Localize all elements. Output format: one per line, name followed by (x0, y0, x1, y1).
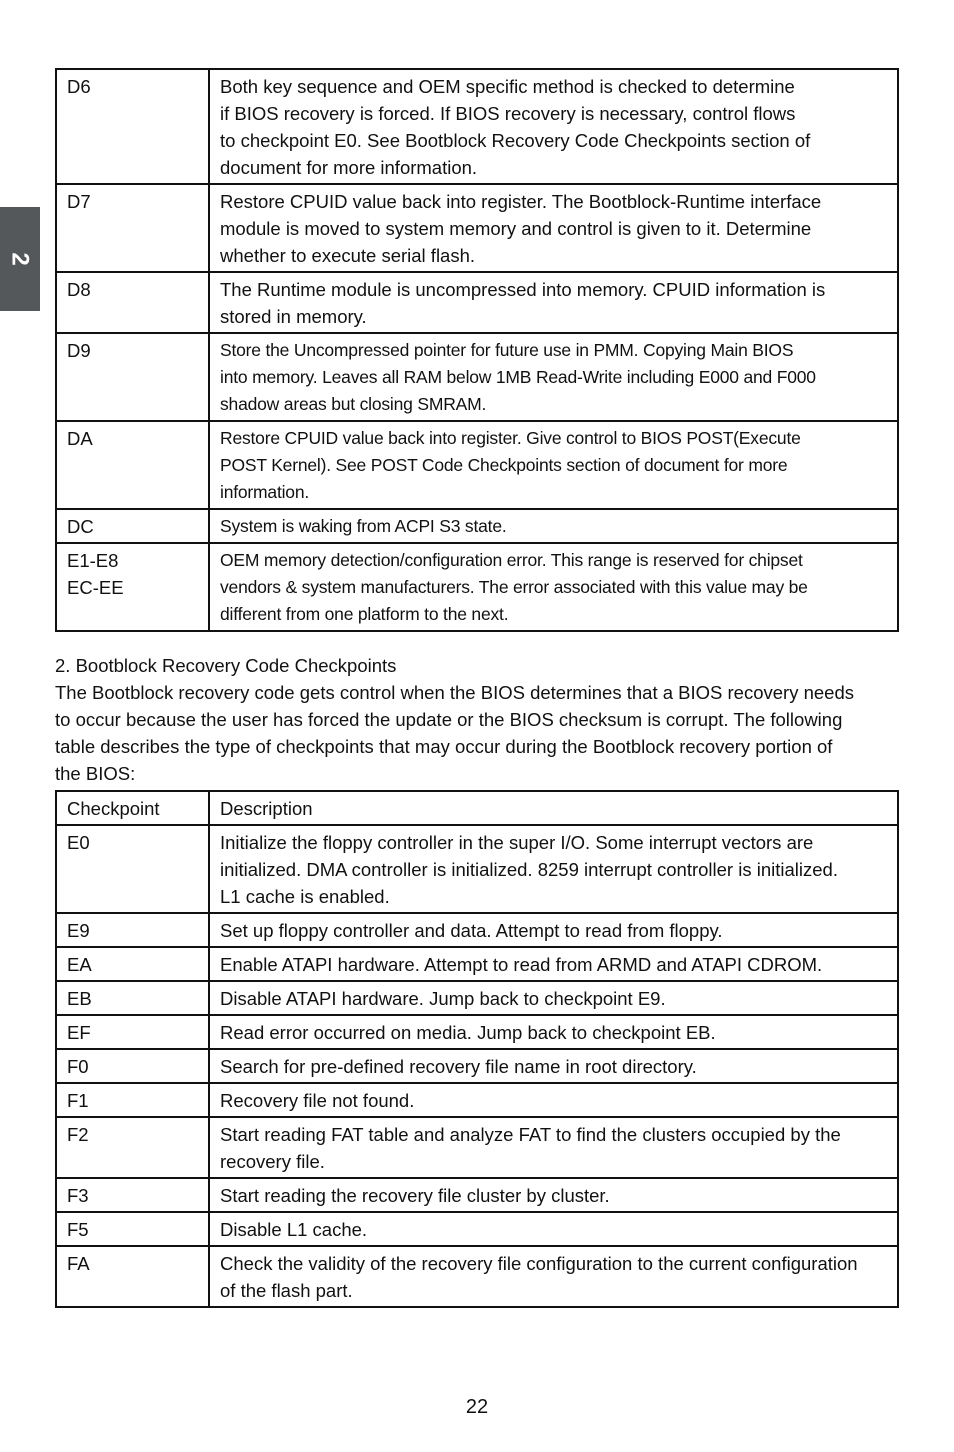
checkpoint-code: DC (56, 509, 209, 543)
checkpoint-code: E9 (56, 913, 209, 947)
checkpoint-code: F2 (56, 1117, 209, 1178)
table-row (56, 1178, 898, 1212)
checkpoint-code: D7 (56, 184, 209, 272)
checkpoint-table-1 (55, 68, 899, 632)
checkpoint-description: Set up floppy controller and data. Attempt to read from floppy. (209, 913, 898, 947)
column-header-description: Description (209, 791, 898, 825)
checkpoint-description: Read error occurred on media. Jump back to checkpoint EB. (209, 1015, 898, 1049)
table-row (56, 1246, 898, 1307)
table-row (56, 1049, 898, 1083)
table-row (56, 1212, 898, 1246)
checkpoint-code: F1 (56, 1083, 209, 1117)
checkpoint-description: Start reading the recovery file cluster by cluster. (209, 1178, 898, 1212)
checkpoint-code: E1-E8 EC-EE (56, 543, 209, 631)
section-paragraph: The Bootblock recovery code gets control when the BIOS determines that a BIOS recovery needs to occur because the user has forced the update or the BIOS checksum is corrupt. The following table describes the type of checkpoints that may occur during the Bootblock recovery portion of the BIOS: (55, 682, 854, 784)
table-row (56, 421, 898, 509)
checkpoint-description: Restore CPUID value back into register. Give control to BIOS POST(Execute POST Kernel). See POST Code Checkpoints section of document for more information. (209, 421, 898, 509)
checkpoint-code: EF (56, 1015, 209, 1049)
checkpoint-table-2 (55, 790, 899, 1308)
table-row (56, 981, 898, 1015)
checkpoint-description: Recovery file not found. (209, 1083, 898, 1117)
chapter-number: 2 (6, 252, 34, 266)
section-intro (55, 652, 905, 787)
table-row (56, 184, 898, 272)
table-row (56, 543, 898, 631)
table-row (56, 1083, 898, 1117)
checkpoint-code: F3 (56, 1178, 209, 1212)
checkpoint-description: OEM memory detection/configuration error. This range is reserved for chipset vendors & system manufacturers. The error associated with this value may be different from one platform to the next. (209, 543, 898, 631)
chapter-tab (0, 207, 40, 311)
checkpoint-code: EB (56, 981, 209, 1015)
checkpoint-description: Search for pre-defined recovery file name in root directory. (209, 1049, 898, 1083)
table-row (56, 272, 898, 333)
checkpoint-description: Start reading FAT table and analyze FAT to find the clusters occupied by the recovery file. (209, 1117, 898, 1178)
table-row (56, 1117, 898, 1178)
checkpoint-code: D9 (56, 333, 209, 421)
page-number: 22 (465, 1396, 489, 1418)
checkpoint-code: F5 (56, 1212, 209, 1246)
table-row (56, 825, 898, 913)
table-row (56, 509, 898, 543)
checkpoint-description: Store the Uncompressed pointer for future use in PMM. Copying Main BIOS into memory. Leaves all RAM below 1MB Read-Write including E000 and F000 shadow areas but closing SMRAM. (209, 333, 898, 421)
checkpoint-code: E0 (56, 825, 209, 913)
checkpoint-description: Enable ATAPI hardware. Attempt to read from ARMD and ATAPI CDROM. (209, 947, 898, 981)
checkpoint-description: Restore CPUID value back into register. The Bootblock-Runtime interface module is moved to system memory and control is given to it. Determine whether to execute serial flash. (209, 184, 898, 272)
checkpoint-code: F0 (56, 1049, 209, 1083)
checkpoint-description: The Runtime module is uncompressed into memory. CPUID information is stored in memory. (209, 272, 898, 333)
checkpoint-code: DA (56, 421, 209, 509)
table-row (56, 69, 898, 184)
checkpoint-code: D6 (56, 69, 209, 184)
table-header-row (56, 791, 898, 825)
column-header-checkpoint: Checkpoint (56, 791, 209, 825)
checkpoint-description: Disable L1 cache. (209, 1212, 898, 1246)
table-row (56, 1015, 898, 1049)
section-heading: 2. Bootblock Recovery Code Checkpoints (55, 655, 397, 676)
checkpoint-code: D8 (56, 272, 209, 333)
checkpoint-code: FA (56, 1246, 209, 1307)
table-row (56, 947, 898, 981)
checkpoint-code: EA (56, 947, 209, 981)
checkpoint-description: Check the validity of the recovery file configuration to the current configuration of the flash part. (209, 1246, 898, 1307)
table-row (56, 913, 898, 947)
table-row (56, 333, 898, 421)
checkpoint-description: System is waking from ACPI S3 state. (209, 509, 898, 543)
checkpoint-description: Both key sequence and OEM specific method is checked to determine if BIOS recovery is forced. If BIOS recovery is necessary, control flows to checkpoint E0. See Bootblock Recovery Code Checkpoints section of document for more information. (209, 69, 898, 184)
checkpoint-description: Disable ATAPI hardware. Jump back to checkpoint E9. (209, 981, 898, 1015)
checkpoint-description: Initialize the floppy controller in the super I/O. Some interrupt vectors are initialized. DMA controller is initialized. 8259 interrupt controller is initialized. L1 cache is enabled. (209, 825, 898, 913)
